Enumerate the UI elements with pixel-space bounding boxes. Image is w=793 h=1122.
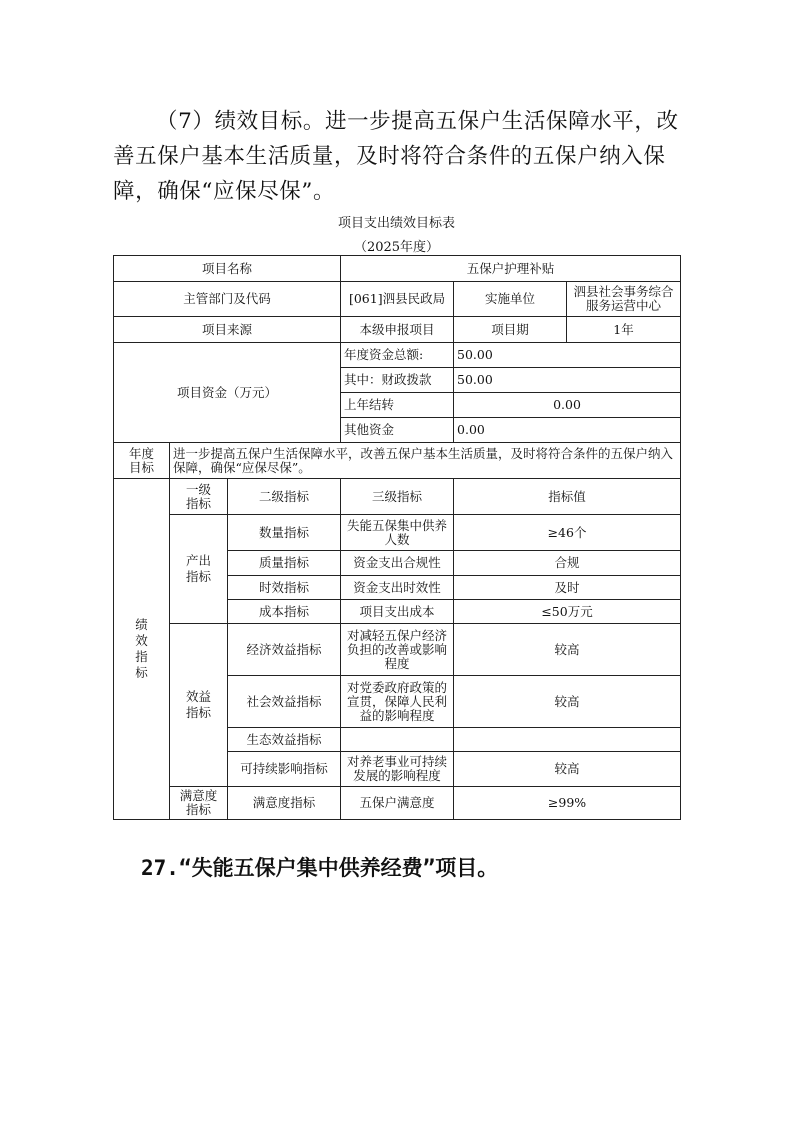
source-value: 本级申报项目	[341, 317, 454, 343]
satisfaction-level2: 满意度指标	[228, 787, 341, 820]
funds-carryover-label: 上年结转	[341, 393, 454, 418]
output-value: 合规	[454, 551, 681, 576]
table-row	[114, 256, 681, 282]
output-level2: 时效指标	[228, 576, 341, 600]
goal-label: 年度目标	[114, 443, 170, 479]
benefit-level2: 生态效益指标	[228, 728, 341, 752]
output-value: ≤50万元	[454, 600, 681, 624]
header-level3: 三级指标	[341, 479, 454, 515]
output-label: 产出指标	[170, 515, 228, 624]
dept-value: [061]泗县民政局	[341, 282, 454, 317]
satisfaction-level3: 五保户满意度	[341, 787, 454, 820]
table-row	[114, 479, 681, 515]
output-value: ≥46个	[454, 515, 681, 551]
output-level3: 资金支出时效性	[341, 576, 454, 600]
header-value: 指标值	[454, 479, 681, 515]
goal-text: 进一步提高五保户生活保障水平，改善五保户基本生活质量，及时将符合条件的五保户纳入保障，确保“应保尽保”。	[170, 443, 681, 479]
output-level2: 数量指标	[228, 515, 341, 551]
table-title: 项目支出绩效目标表	[337, 216, 455, 231]
table-row	[114, 317, 681, 343]
intro-section	[113, 104, 688, 209]
period-value: 1年	[567, 317, 681, 343]
benefit-level3: 对党委政府政策的宣贯，保障人民利益的影响程度	[341, 676, 454, 728]
impl-label: 实施单位	[454, 282, 567, 317]
output-level3: 失能五保集中供养人数	[341, 515, 454, 551]
benefit-level2: 可持续影响指标	[228, 752, 341, 787]
table-year: （2025年度）	[353, 240, 440, 255]
funds-total-label: 年度资金总额:	[341, 343, 454, 368]
table-row	[114, 343, 681, 368]
benefit-level3: 对养老事业可持续发展的影响程度	[341, 752, 454, 787]
output-level3: 项目支出成本	[341, 600, 454, 624]
output-value: 及时	[454, 576, 681, 600]
benefit-level2: 社会效益指标	[228, 676, 341, 728]
project-name-label: 项目名称	[114, 256, 341, 282]
funds-fiscal-label: 其中：财政拨款	[341, 368, 454, 393]
table-row	[114, 282, 681, 317]
benefit-level3	[341, 728, 454, 752]
benefit-label: 效益指标	[170, 624, 228, 787]
benefit-value: 较高	[454, 624, 681, 676]
next-section-heading: 27.“失能五保户集中供养经费”项目。	[141, 856, 499, 880]
table-row	[114, 443, 681, 479]
satisfaction-label: 满意度指标	[170, 787, 228, 820]
benefit-value	[454, 728, 681, 752]
funds-other-value: 0.00	[454, 418, 681, 443]
funds-other-label: 其他资金	[341, 418, 454, 443]
output-level2: 成本指标	[228, 600, 341, 624]
period-label: 项目期	[454, 317, 567, 343]
header-level2: 二级指标	[228, 479, 341, 515]
funds-label: 项目资金（万元）	[114, 343, 341, 443]
benefit-value: 较高	[454, 676, 681, 728]
perf-label: 绩效指标	[114, 479, 170, 820]
performance-goal-paragraph: （7）绩效目标。进一步提高五保户生活保障水平，改善五保户基本生活质量，及时将符合条件的五保户纳入保障，确保“应保尽保”。	[113, 109, 679, 204]
table-row	[114, 515, 681, 551]
output-level2: 质量指标	[228, 551, 341, 576]
benefit-level2: 经济效益指标	[228, 624, 341, 676]
impl-value: 泗县社会事务综合服务运营中心	[567, 282, 681, 317]
performance-target-table	[113, 255, 681, 820]
dept-label: 主管部门及代码	[114, 282, 341, 317]
funds-total-value: 50.00	[454, 343, 681, 368]
benefit-value: 较高	[454, 752, 681, 787]
funds-carryover-value: 0.00	[454, 393, 681, 418]
benefit-level3: 对减轻五保户经济负担的改善或影响程度	[341, 624, 454, 676]
project-name-value: 五保户护理补贴	[341, 256, 681, 282]
header-level1: 一级指标	[170, 479, 228, 515]
source-label: 项目来源	[114, 317, 341, 343]
table-row	[114, 787, 681, 820]
satisfaction-value: ≥99%	[454, 787, 681, 820]
funds-fiscal-value: 50.00	[454, 368, 681, 393]
table-row	[114, 624, 681, 676]
output-level3: 资金支出合规性	[341, 551, 454, 576]
